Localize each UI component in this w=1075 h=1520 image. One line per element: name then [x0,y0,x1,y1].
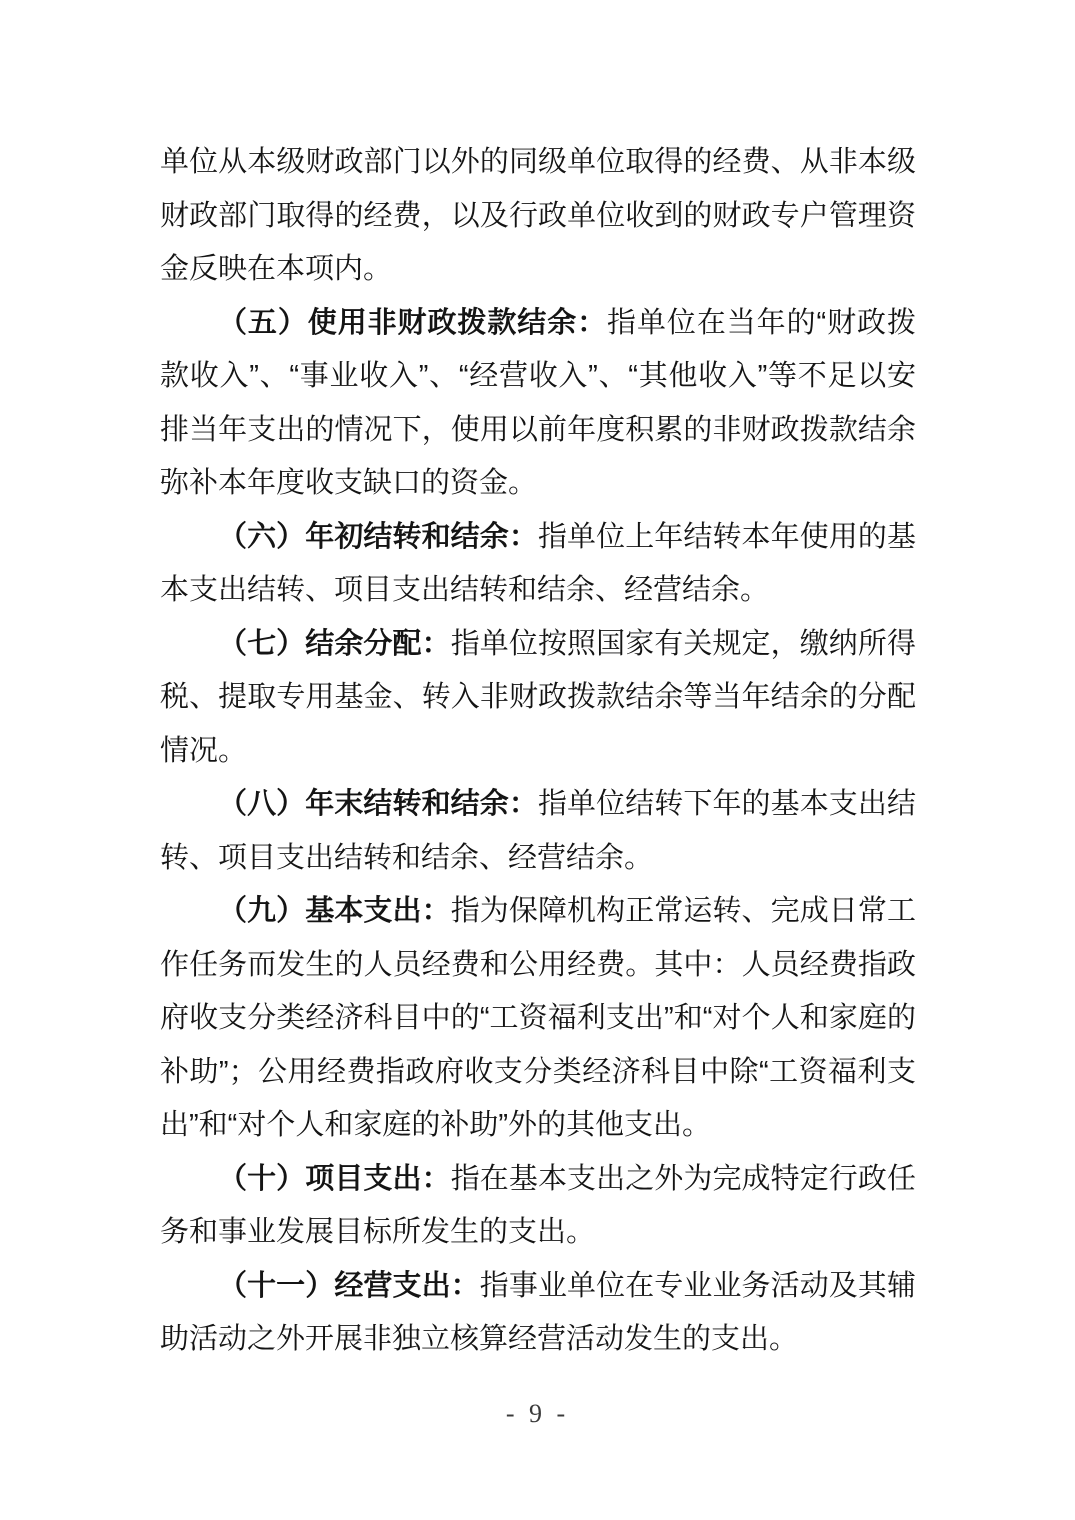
paragraph-continuation [160,136,916,297]
document-body [160,136,916,1367]
paragraph-lead: （十一）经营支出： [218,1269,480,1302]
paragraph-text: 指事业单位在专业业务活动及其辅助活动之外开展非独立核算经营活动发生的支出。 [160,1269,916,1355]
paragraph-text: 指为保障机构正常运转、完成日常工作任务而发生的人员经费和公用经费。其中：人员经费指政府收支分类经济科目中的“工资福利支出”和“对个人和家庭的补助”；公用经费指政府收支分类经济科目中除“工资福利支出”和“对个人和家庭的补助”外的其他支出。 [160,895,916,1141]
paragraph-text: 单位从本级财政部门以外的同级单位取得的经费、从非本级财政部门取得的经费，以及行政单位收到的财政专户管理资金反映在本项内。 [160,146,916,285]
paragraph-text: 指单位在当年的“财政拨款收入”、“事业收入”、“经营收入”、“其他收入”等不足以安排当年支出的情况下，使用以前年度积累的非财政拨款结余弥补本年度收支缺口的资金。 [160,306,916,499]
paragraph-lead: （七）结余分配： [218,627,451,660]
paragraph-item-11 [160,1260,916,1367]
paragraph-item-7 [160,618,916,779]
page-number: - 9 - [505,1399,570,1428]
paragraph-text: 指在基本支出之外为完成特定行政任务和事业发展目标所发生的支出。 [160,1162,916,1248]
paragraph-lead: （五）使用非财政拨款结余： [218,306,608,339]
paragraph-text: 指单位按照国家有关规定，缴纳所得税、提取专用基金、转入非财政拨款结余等当年结余的分配情况。 [160,627,916,767]
paragraph-item-9 [160,885,916,1153]
paragraph-text: 指单位结转下年的基本支出结转、项目支出结转和结余、经营结余。 [160,788,916,874]
paragraph-lead: （八）年末结转和结余： [218,788,538,820]
paragraph-item-10 [160,1153,916,1260]
paragraph-item-8 [160,778,916,885]
paragraph-lead: （九）基本支出： [218,895,451,927]
paragraph-text: 指单位上年结转本年使用的基本支出结转、项目支出结转和结余、经营结余。 [160,520,916,606]
paragraph-item-5 [160,297,916,511]
paragraph-lead: （六）年初结转和结余： [218,520,538,553]
paragraph-item-6 [160,511,916,618]
paragraph-lead: （十）项目支出： [218,1162,451,1195]
